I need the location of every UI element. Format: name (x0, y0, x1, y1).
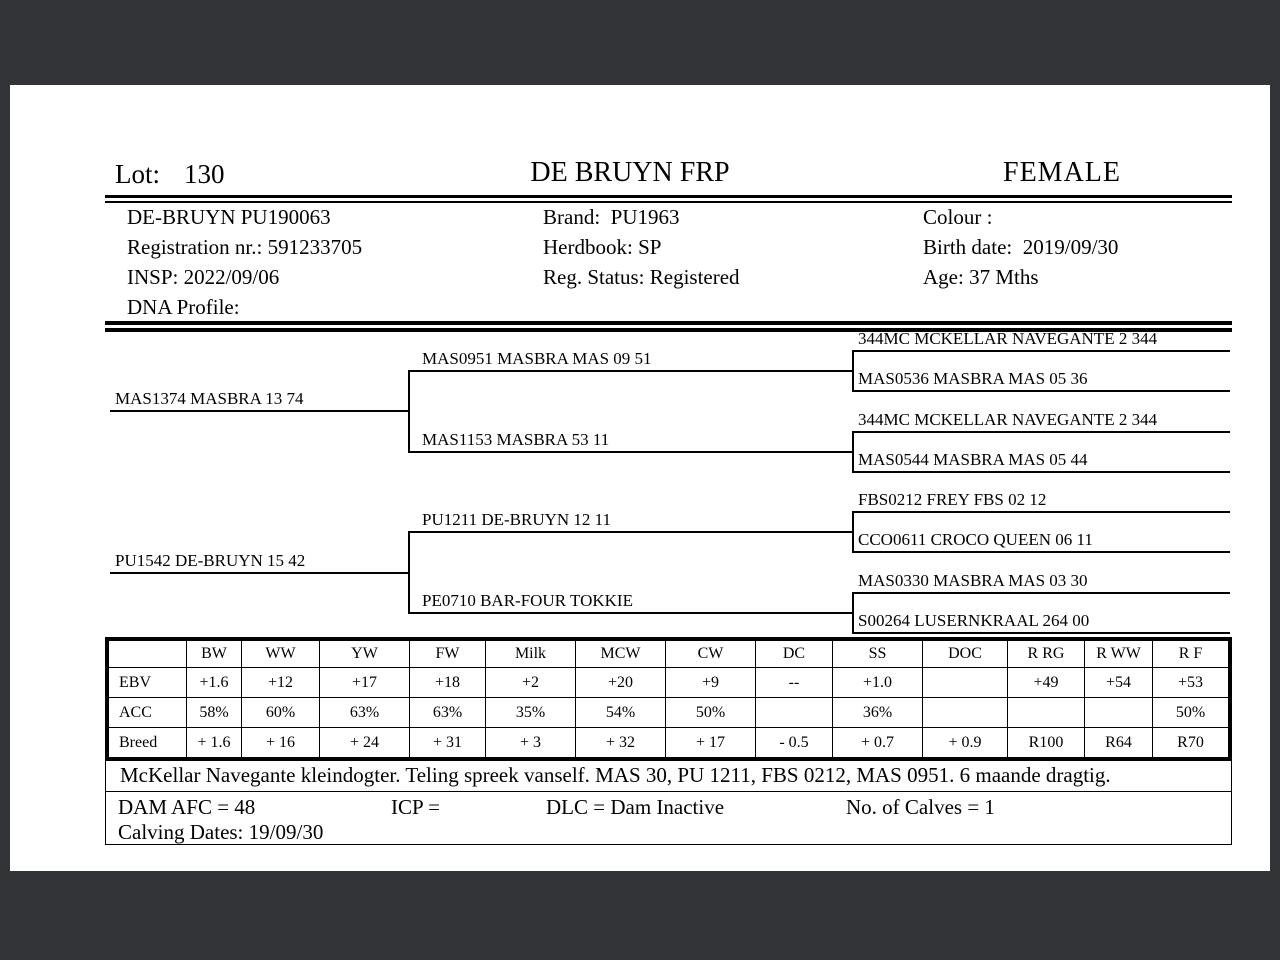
ebv-value-cell: +18 (410, 668, 486, 698)
acc-value-cell: 35% (486, 698, 576, 728)
lot-header (115, 159, 225, 190)
dam-afc: DAM AFC = 48 (118, 795, 256, 819)
ebv-row-label: EBV (109, 668, 187, 698)
pedigree-line (852, 592, 1230, 594)
pedigree-connector (408, 370, 410, 453)
page-title: DE BRUYN FRP (530, 157, 730, 188)
pedigree-sire: MAS1374 MASBRA 13 74 (115, 389, 304, 408)
pedigree-gen3-7: MAS0330 MASBRA MAS 03 30 (858, 571, 1088, 590)
breed-value-cell: + 32 (576, 728, 666, 757)
catalog-page (10, 85, 1270, 871)
ebv-header-cell: CW (666, 641, 756, 668)
reg-status: Reg. Status: Registered (543, 265, 740, 289)
breed-value-cell: + 24 (320, 728, 410, 757)
dam-calves-count: No. of Calves = 1 (846, 795, 995, 819)
pedigree-connector (852, 511, 854, 553)
pedigree-connector (852, 592, 854, 634)
pedigree-line (852, 471, 1230, 473)
ebv-header-cell (109, 641, 187, 668)
breed-value-cell: - 0.5 (756, 728, 833, 757)
acc-value-cell: 54% (576, 698, 666, 728)
ebv-header-cell: FW (410, 641, 486, 668)
pedigree-line (852, 551, 1230, 553)
pedigree-line (110, 572, 410, 574)
breed-value-cell: R70 (1177, 733, 1204, 751)
ebv-value-cell: +53 (1153, 668, 1228, 698)
pedigree-gen3-1: 344MC MCKELLAR NAVEGANTE 2 344 (858, 329, 1158, 348)
pedigree-line (408, 612, 854, 614)
acc-value-cell: 50% (1153, 698, 1228, 728)
ebv-header-cell: YW (320, 641, 410, 668)
birth-date: Birth date: 2019/09/30 (923, 235, 1119, 259)
breed-value-cell: R64 (1085, 728, 1153, 757)
ebv-value-cell: +49 (1008, 668, 1085, 698)
acc-value-cell: 50% (666, 698, 756, 728)
pedigree-connector (408, 531, 410, 614)
pedigree-line (110, 410, 410, 412)
pedigree-gen3-6: CCO0611 CROCO QUEEN 06 11 (858, 530, 1093, 549)
acc-value-cell: 63% (410, 698, 486, 728)
ebv-value-cell: -- (756, 668, 833, 698)
pedigree-line (852, 350, 1230, 352)
pedigree-line (408, 451, 854, 453)
acc-row-label: ACC (109, 698, 187, 728)
calving-dates: Calving Dates: 19/09/30 (118, 820, 324, 844)
sex-label: FEMALE (1003, 157, 1121, 188)
pedigree-line (852, 390, 1230, 392)
notes-box: McKellar Navegante kleindogter. Teling spreek vanself. MAS 30, PU 1211, FBS 0212, MAS 0951. 6 maande dragtig. (105, 761, 1232, 792)
dam-dlc: DLC = Dam Inactive (546, 795, 725, 819)
animal-id: DE-BRUYN PU190063 (127, 205, 331, 229)
acc-value-cell (1008, 698, 1085, 728)
pedigree-gen3-3: 344MC MCKELLAR NAVEGANTE 2 344 (858, 410, 1158, 429)
breed-value-cell: + 31 (410, 728, 486, 757)
breed-value-cell: R100 (1008, 728, 1085, 757)
inspection-date: INSP: 2022/09/06 (127, 265, 280, 289)
pedigree-gen2-2: MAS1153 MASBRA 53 11 (422, 430, 610, 449)
breed-value-cell: + 17 (666, 728, 756, 757)
ebv-header-cell: R F (1153, 641, 1228, 668)
pedigree-connector (852, 431, 854, 473)
dna-profile: DNA Profile: (127, 295, 240, 319)
ebv-header-cell: DOC (923, 641, 1008, 668)
breed-value-cell: + 0.9 (923, 728, 1008, 757)
pedigree-gen3-5: FBS0212 FREY FBS 02 12 (858, 490, 1047, 509)
acc-value-cell: 36% (833, 698, 923, 728)
lot-number: 130 (184, 159, 225, 189)
ebv-header-cell: MCW (576, 641, 666, 668)
pedigree-line (852, 431, 1230, 433)
lot-label: Lot: (115, 159, 160, 189)
header-divider (105, 195, 1232, 203)
ebv-value-cell: +2 (486, 668, 576, 698)
herdbook: Herdbook: SP (543, 235, 662, 259)
ebv-value-cell: +12 (242, 668, 320, 698)
ebv-header-cell: SS (833, 641, 923, 668)
breed-value-cell: + 16 (242, 728, 320, 757)
ebv-value-cell: +17 (320, 668, 410, 698)
acc-value-cell (1085, 698, 1153, 728)
colour: Colour : (923, 205, 993, 229)
ebv-value-cell: +1.0 (833, 668, 923, 698)
pedigree-gen3-8: S00264 LUSERNKRAAL 264 00 (858, 611, 1090, 630)
pedigree-line (408, 370, 854, 372)
acc-value-cell: 63% (320, 698, 410, 728)
breed-value-cell: + 1.6 (187, 728, 242, 757)
brand: Brand: PU1963 (543, 205, 680, 229)
ebv-header-cell: R RG (1008, 641, 1085, 668)
ebv-value-cell: +54 (1085, 668, 1153, 698)
registration-number: Registration nr.: 591233705 (127, 235, 363, 259)
pedigree-connector (852, 350, 854, 392)
breed-row-label: Breed (109, 728, 187, 757)
dam-info-box (105, 792, 1232, 845)
ebv-table (105, 637, 1232, 761)
pedigree-gen2-3: PU1211 DE-BRUYN 12 11 (422, 510, 612, 529)
ebv-value-cell: +9 (666, 668, 756, 698)
ebv-header-cell: DC (756, 641, 833, 668)
ebv-value-cell: +20 (576, 668, 666, 698)
ebv-value-cell (923, 668, 1008, 698)
acc-value-cell: 58% (187, 698, 242, 728)
pedigree-gen3-2: MAS0536 MASBRA MAS 05 36 (858, 369, 1088, 388)
ebv-header-cell: BW (187, 641, 242, 668)
pedigree-line (852, 632, 1230, 634)
pedigree-gen2-1: MAS0951 MASBRA MAS 09 51 (422, 349, 652, 368)
acc-value-cell (756, 698, 833, 728)
ebv-header-cell: R WW (1085, 641, 1153, 668)
pedigree-line (852, 511, 1230, 513)
breed-value-cell: + 3 (486, 728, 576, 757)
age: Age: 37 Mths (923, 265, 1039, 289)
breed-value-cell: + 0.7 (833, 728, 923, 757)
dam-icp: ICP = (391, 795, 440, 819)
acc-value-cell: 60% (242, 698, 320, 728)
ebv-header-cell: WW (242, 641, 320, 668)
pedigree-line (408, 531, 854, 533)
pedigree-dam: PU1542 DE-BRUYN 15 42 (115, 551, 306, 570)
pedigree-gen2-4: PE0710 BAR-FOUR TOKKIE (422, 591, 633, 610)
ebv-value-cell: +1.6 (187, 668, 242, 698)
pedigree-gen3-4: MAS0544 MASBRA MAS 05 44 (858, 450, 1088, 469)
acc-value-cell (923, 698, 1008, 728)
ebv-header-cell: Milk (486, 641, 576, 668)
